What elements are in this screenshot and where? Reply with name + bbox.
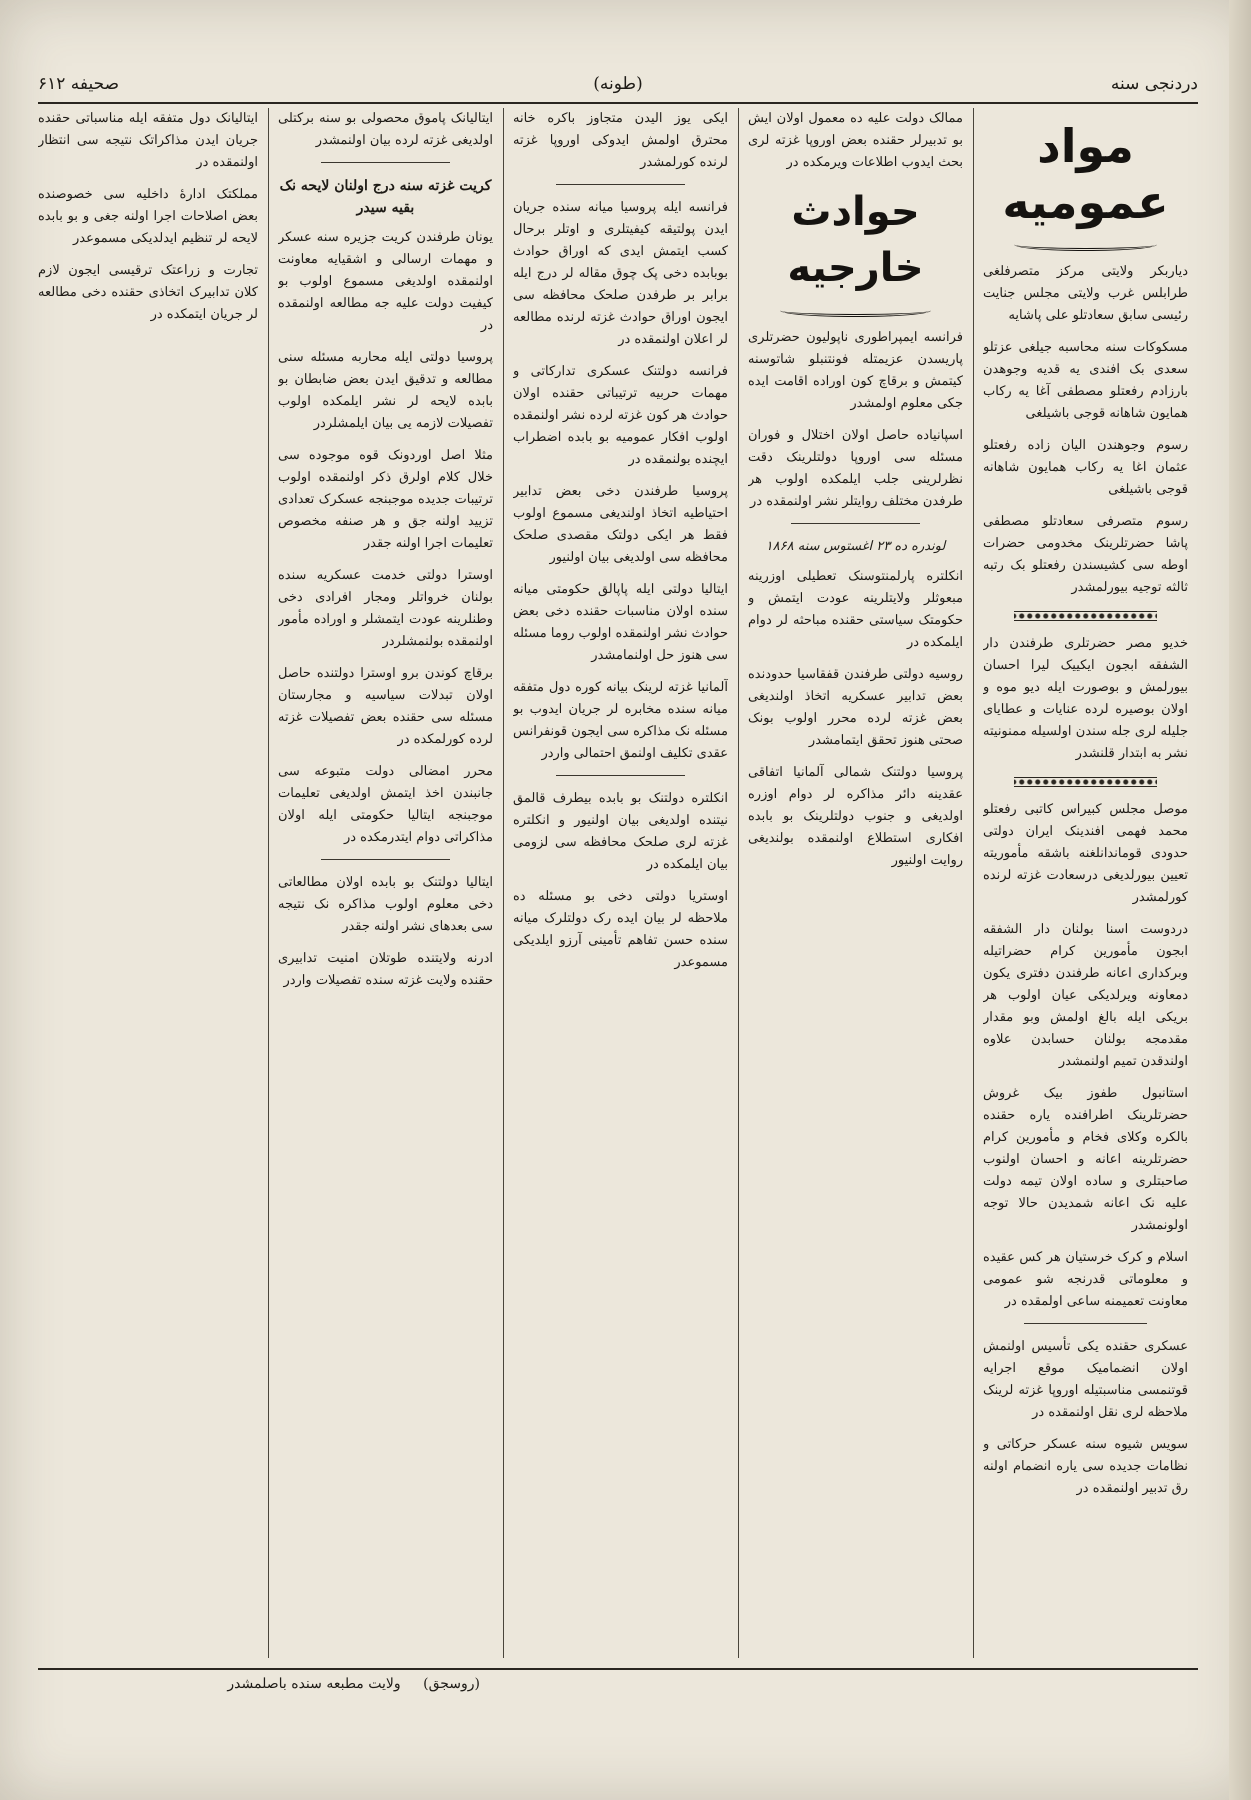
paragraph: پروسیا دولتی ایله محاربه مسئله سنی مطالعه و تدقیق ایدن بعض ضابطان بو بابده لایحه لر نشر ایلمکده اولوب تفصیلات لازمه یی بیان ایلمشلردر	[278, 350, 493, 431]
column-divider	[556, 184, 685, 185]
paragraph: اوستریا دولتی دخی بو مسئله ده ملاحظه لر بیان ایده رک دولتلرک میانه سنده حسن تفاهم تأمینی آرزو ایلدیکی مسموعدر	[513, 889, 728, 970]
ornamental-divider	[1014, 777, 1158, 787]
paragraph: انکلتره دولتنک بو بابده بیطرف قالمق نیتنده اولدیغی بیان اولنیور و انکلتره غزته لری صلحک محافظه سی لزومی بیان ایلمکده در	[513, 791, 728, 872]
section-masthead-general: مواد عمومیه	[1002, 119, 1169, 229]
masthead-flourish	[780, 304, 931, 317]
paragraph: ادرنه ولایتنده طوتلان امنیت تدابیری حقنده ولایت غزته سنده تفصیلات واردر	[278, 951, 493, 988]
paragraph: رسوم وجوهندن الیان زاده رفعتلو عثمان اغا یه رکاب همایون شاهانه قوجی باشیلغی	[983, 438, 1188, 497]
paragraph: رسوم متصرفی سعادتلو مصطفی پاشا حضرتلرینک مخدومی حضرات اوطه سی کشیسندن رفعتلو بک رتبه ثالثه توجیه بیورلمشدر	[983, 514, 1188, 595]
masthead-flourish	[1014, 238, 1158, 251]
paragraph: تجارت و زراعتک ترقیسی ایجون لازم کلان تدابیرک اتخاذی حقنده دخی مطالعه لر جریان ایتمکده در	[38, 263, 258, 322]
header-newspaper-name: (طونه)	[593, 74, 643, 94]
dateline: لوندره ده ۲۳ اغستوس سنه ۱۸۶۸	[765, 539, 946, 554]
paragraph: عسکری حقنده یکی تأسیس اولنمش اولان انضمامیک موقع اجرایه قوتنمسی مناسبتیله اوروپا غزته لرینک ملاحظه لری نقل اولنمقده در	[983, 1339, 1188, 1420]
paragraph: برقاچ کوندن برو اوسترا دولتنده حاصل اولان تبدلات سیاسیه و مجارستان مسئله سی حقنده بعض تفصیلات غزته لرده کورلمکده در	[278, 666, 493, 747]
column-3	[513, 108, 728, 1658]
header-rule	[38, 102, 1198, 104]
column-divider	[556, 775, 685, 776]
paragraph: سویس شیوه سنه عسکر حرکاتی و نظامات جدیده سی یاره انضمام اولنه رق تدبیر اولنمقده در	[983, 1437, 1188, 1496]
column-divider	[791, 523, 920, 524]
paragraph: ممالک دولت علیه ده معمول اولان ایش بو تدبیرلر حقنده بعض اوروپا غزته لری بحث ایدوب اطلاعات ویرمکده در	[748, 111, 963, 170]
paragraph: دیاربکر ولایتی مرکز متصرفلغی طرابلس غرب ولایتی مجلس جنایت رئیسی سابق سعادتلو علی پاشایه	[983, 264, 1188, 323]
paragraph: موصل مجلس کبیراس کاتبی رفعتلو محمد فهمی افندینک ایران دولتی حدودی قوماندانلغنه باشقه مأموریته تعیین بیورلدیغی درسعادت غزته لرنده کورلمشدر	[983, 802, 1188, 905]
paragraph: استانبول طفوز بیک غروش حضرتلرینک اطرافنده یاره حقنده بالکره وکلای فخام و مأمورین کرام حضرتلرینه اعانه و احسان اولنوب صاحبتلری و ساده اولان تیمه دولت علیه نک اعانه شمدیدن حالا توجه اولونمشدر	[983, 1086, 1188, 1233]
paragraph: خدیو مصر حضرتلری طرفندن دار الشفقه ابجون ایکییک لیرا احسان بیورلمش و بوصورت ایله دیو موه و اولان بوصیره لرده عنایات و عطایای جلیله لری جله سندن اولسیله ممنونیته نشر به ابتدار قلنشدر	[983, 636, 1188, 761]
paragraph: ایتالیا دولتی ایله پاپالق حکومتی میانه سنده اولان مناسبات حقنده دخی بعض حوادث نشر اولنمقده اولوب روما مسئله سی هنوز حل اولنمامشدر	[513, 582, 728, 663]
paragraph: پروسیا دولتنک شمالی آلمانیا اتفاقی عقدینه دائر مذاکره لر دوام اوزره اولدیغی و جنوب دولتلرینک بو بابده افکاری استطلاع اولنمقده بولندیغی روایت اولنیور	[748, 765, 963, 868]
columns-area	[38, 108, 1198, 1668]
paragraph: مسکوکات سنه محاسبه جیلغی عزتلو سعدی بک افندی یه قدیه وجوهدن بارزادم رفعتلو مصطفی آغا یه رکاب همایون شاهانه قوجی باشیلغی	[983, 340, 1188, 421]
paragraph: اسپانیاده حاصل اولان اختلال و فوران مسئله سی اوروپا دولتلرینک دقت نظرلرینی جلب ایلمکده اولوب هر طرفدن مختلف روایتلر نشر اولنمقده در	[748, 428, 963, 509]
page-edge	[1229, 0, 1251, 1800]
paragraph: مملکتک ادارۀ داخلیه سی خصوصنده بعض اصلاحات اجرا اولنه جغی و بو بابده لایحه لر تنظیم ایدلدیکی مسموعدر	[38, 187, 258, 246]
footer-rule	[38, 1668, 1198, 1670]
column-4	[748, 108, 963, 1658]
paragraph: ایتالیانک پاموق محصولی بو سنه برکتلی اولدیغی غزته لرده بیان اولنمشدر	[278, 111, 493, 148]
column-2	[278, 108, 493, 1658]
paragraph: ایتالیانک دول متفقه ایله مناسباتی حقنده جریان ایدن مذاکراتک نتیجه سی انتظار اولنمقده در	[38, 111, 258, 170]
paragraph: اوسترا دولتی خدمت عسکریه سنده بولنان خرواتلر ومجار افرادی دخی وطنلرینه عودت ایتمشلر و اوراده مأمور اولنمقده بولنمشلردر	[278, 568, 493, 649]
article-heading: کریت غزته سنه درج اولنان لایحه نک بقیه سیدر	[279, 178, 492, 216]
ornamental-divider	[1014, 611, 1158, 621]
footer-city: (روسجق)	[423, 1676, 480, 1692]
paragraph: فرانسه ایله پروسیا میانه سنده جریان ایدن پولتیقه کیفیتلری و اوتلر برحال کسب ایتمش ایدی که اوراق حوادث بوبابده دخی پک چوق مقاله لر درج ایله برابر بر طرفدن صلحک محافظه سی ایجون اوراق حوادث غزته لرنده مطالعه لر اعلان اولنمقده در	[513, 200, 728, 347]
paragraph: پروسیا طرفندن دخی بعض تدابیر احتیاطیه اتخاذ اولندیغی مسموع اولوب فقط هر ایکی دولتک مقصدی صلحک محافظه سی اولدیغی بیان اولنیور	[513, 484, 728, 565]
paragraph: اسلام و کرک خرستیان هر کس عقیده و معلوماتی قدرنجه شو عمومی معاونت تعمیمنه ساعی اولمقده در	[983, 1250, 1188, 1309]
paragraph: روسیه دولتی طرفندن قفقاسیا حدودنده بعض تدابیر عسکریه اتخاذ اولندیغی بعض غزته لرده محرر اولوب بونک صحتی هنوز تحقق ایتمامشدر	[748, 667, 963, 748]
paragraph: ایتالیا دولتنک بو بابده اولان مطالعاتی دخی معلوم اولوب مذاکره نک نتیجه سی بعدهای نشر اولنه جقدر	[278, 875, 493, 934]
page-footer	[60, 1676, 480, 1692]
column-divider	[1024, 1323, 1147, 1324]
paragraph: محرر امضالی دولت متبوعه سی جانبندن اخذ ایتمش اولدیغی تعلیمات موجبنجه ایتالیا حکومتی ایله اولان مذاکراتی دوام ایتدرمکده در	[278, 764, 493, 845]
paragraph: ایکی یوز الیدن متجاوز باکره خانه محترق اولمش ایدوکی اوروپا غزته لرنده کورلمشدر	[513, 111, 728, 170]
paragraph: مثلا اصل اوردونک قوه موجوده سی خلال کلام اولرق ذکر اولنمقده اولوب ترتیبات جدیده موجبنجه عسکرک تعدادی تزیید اولنه جق و هر صنفه مخصوص تعلیمات اجرا اولنه جقدر	[278, 448, 493, 551]
column-rule	[268, 108, 269, 1658]
footer-printer-note: ولایت مطبعه سنده باصلمشدر	[227, 1676, 401, 1692]
header-page-number: صحیفه ۶۱۲	[38, 74, 120, 94]
paragraph: دردوست اسنا بولنان دار الشفقه ابجون مأمورین کرام حضراتیله وبرکداری اعانه طرفندن دفتری یکون دمعاونه ویرلدیکی عیان اولوب هر بریکی ایله بالغ اولمش وبو مقدار مقدمجه بولنان حسابدن علاوه اولندقدن تمیم اولنمشدر	[983, 922, 1188, 1069]
paragraph: فرانسه دولتنک عسکری تدارکاتی و مهمات حربیه ترتیباتی حقنده اولان حوادث هر کون غزته لرده نشر اولنمقده اولوب افکار عمومیه بو بابده اضطراب ایچنده بولنمقده در	[513, 364, 728, 467]
paragraph: انکلتره پارلمنتوسنک تعطیلی اوزرینه مبعوثلر ولایتلرینه عودت ایتمش و حکومتک سیاستی حقنده مباحثه لر دوام ایلمکده در	[748, 569, 963, 650]
column-rule	[738, 108, 739, 1658]
column-divider	[321, 859, 450, 860]
column-1	[38, 108, 258, 1658]
paragraph: فرانسه ایمپراطوری ناپولیون حضرتلری پاریسدن عزیمتله فونتنبلو شاتوسنه کیتمش و برقاچ کون اوراده اقامت ایده جکی معلوم اولمشدر	[748, 330, 963, 411]
page-header	[38, 74, 1198, 100]
paragraph: آلمانیا غزته لرینک بیانه کوره دول متفقه میانه سنده مخابره لر جریان ایدوب بو مسئله نک مذاکره سی ایجون قونفرانس عقدی تکلیف اولنمق احتمالی واردر	[513, 680, 728, 761]
header-year-label: دردنجی سنه	[1110, 74, 1198, 94]
column-5	[983, 108, 1188, 1658]
paragraph: یونان طرفندن کریت جزیره سنه عسکر و مهمات ارسالی و اشقیایه معاونت اولنمقده اولدیغی مسموع اولوب بو کیفیت دولت علیه جه مطالعه اولنمقده در	[278, 230, 493, 333]
column-rule	[503, 108, 504, 1658]
column-rule	[973, 108, 974, 1658]
section-masthead-foreign-news: حوادث خارجیه	[787, 189, 924, 291]
column-divider	[321, 162, 450, 163]
